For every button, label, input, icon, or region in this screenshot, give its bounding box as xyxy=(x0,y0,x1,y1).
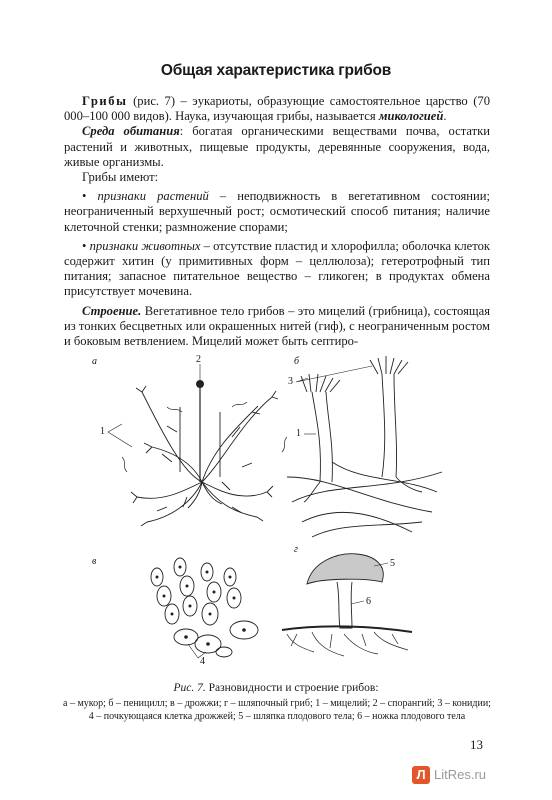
watermark-text: LitRes.ru xyxy=(434,767,487,782)
paragraph-text: Вегетативное тело грибов – это мицелий (грибница), состоящая из тонких бесцветных или окрашенных нитей (гиф), с неограниченным ростом и боковым ветвлением. Мицелий может быть септиро- xyxy=(64,303,490,349)
term-structure: Строение. xyxy=(82,303,142,318)
figure-fungi xyxy=(82,352,472,672)
panel-label-v: в xyxy=(92,556,97,567)
paragraph-definition xyxy=(64,94,490,124)
number-1-b: 1 xyxy=(296,428,301,439)
list-item-text: – неподвижность в вегетативном состоянии; неограниченный верхушечный рост; осмотический способ питания; наличие клеточной стенки; размножение спорами; xyxy=(64,189,490,234)
paragraph-features-intro: Грибы имеют: xyxy=(82,170,159,185)
bullet: • xyxy=(82,189,87,204)
list-item-animal-features xyxy=(64,239,490,300)
term-animal-features: признаки животных xyxy=(89,238,201,253)
number-4: 4 xyxy=(200,656,205,667)
figure-caption-title xyxy=(0,682,552,694)
panel-yeast xyxy=(151,558,258,657)
list-item-text: – отсутствие пластид и хлорофилла; оболочка клеток содержит хитин (у примитивных форм – целлюлоза); гетеротрофный тип питания; запасное питательное вещество – гликоген; в продуктах обмена присутствует мочевина. xyxy=(64,238,490,299)
list-item-plant-features xyxy=(64,189,490,235)
body-text xyxy=(64,94,490,349)
paragraph-structure xyxy=(64,304,490,350)
paragraph-end: . xyxy=(443,109,447,124)
page-number: 13 xyxy=(470,737,483,752)
number-5: 5 xyxy=(390,558,395,569)
litres-logo-icon: Л xyxy=(412,766,430,784)
paragraph-text: (рис. 7) – эукариоты, образующие самостоятельное царство (70 000–100 000 видов). Наука, изучающая грибы, называется xyxy=(64,94,490,124)
term-habitat: Среда обитания xyxy=(82,124,180,139)
panel-mucor xyxy=(122,386,287,526)
sporangium-mark xyxy=(196,380,204,388)
figure-caption-heading: Разновидности и строение грибов: xyxy=(205,682,379,694)
paragraph-habitat xyxy=(64,124,490,170)
number-6: 6 xyxy=(366,596,371,607)
panel-label-g: г xyxy=(294,544,298,555)
term-fungi: Грибы xyxy=(82,94,128,108)
figure-illustration xyxy=(82,352,472,672)
panel-label-a: а xyxy=(92,356,97,367)
figure-caption-label: Рис. 7. xyxy=(173,682,206,694)
panel-cap-mushroom xyxy=(282,554,412,656)
term-plant-features: признаки растений xyxy=(97,189,209,204)
figure-caption-body: а – мукор; б – пеницилл; в – дрожжи; г – шляпочный гриб; 1 – мицелий; 2 – спорангий; 3 – конидии; 4 – почкующаяся клетка дрожжей; 5 – шляпка плодового тела; 6 – ножка плодового тела xyxy=(63,698,491,722)
paragraph-text: : богатая органическими веществами почва, остатки растений и животных, пищевые продукты, деревянные сооружения, вода, живые организмы. xyxy=(64,124,490,169)
yeast-nuclei xyxy=(156,566,246,646)
bullet: • xyxy=(82,238,87,253)
number-1-a: 1 xyxy=(100,426,105,437)
term-mycology: микологией xyxy=(378,109,444,124)
section-title: Общая характеристика грибов xyxy=(160,62,392,79)
panel-penicillium xyxy=(287,356,442,537)
number-2: 2 xyxy=(196,354,201,365)
number-3: 3 xyxy=(288,376,293,387)
panel-label-b: б xyxy=(294,356,300,367)
